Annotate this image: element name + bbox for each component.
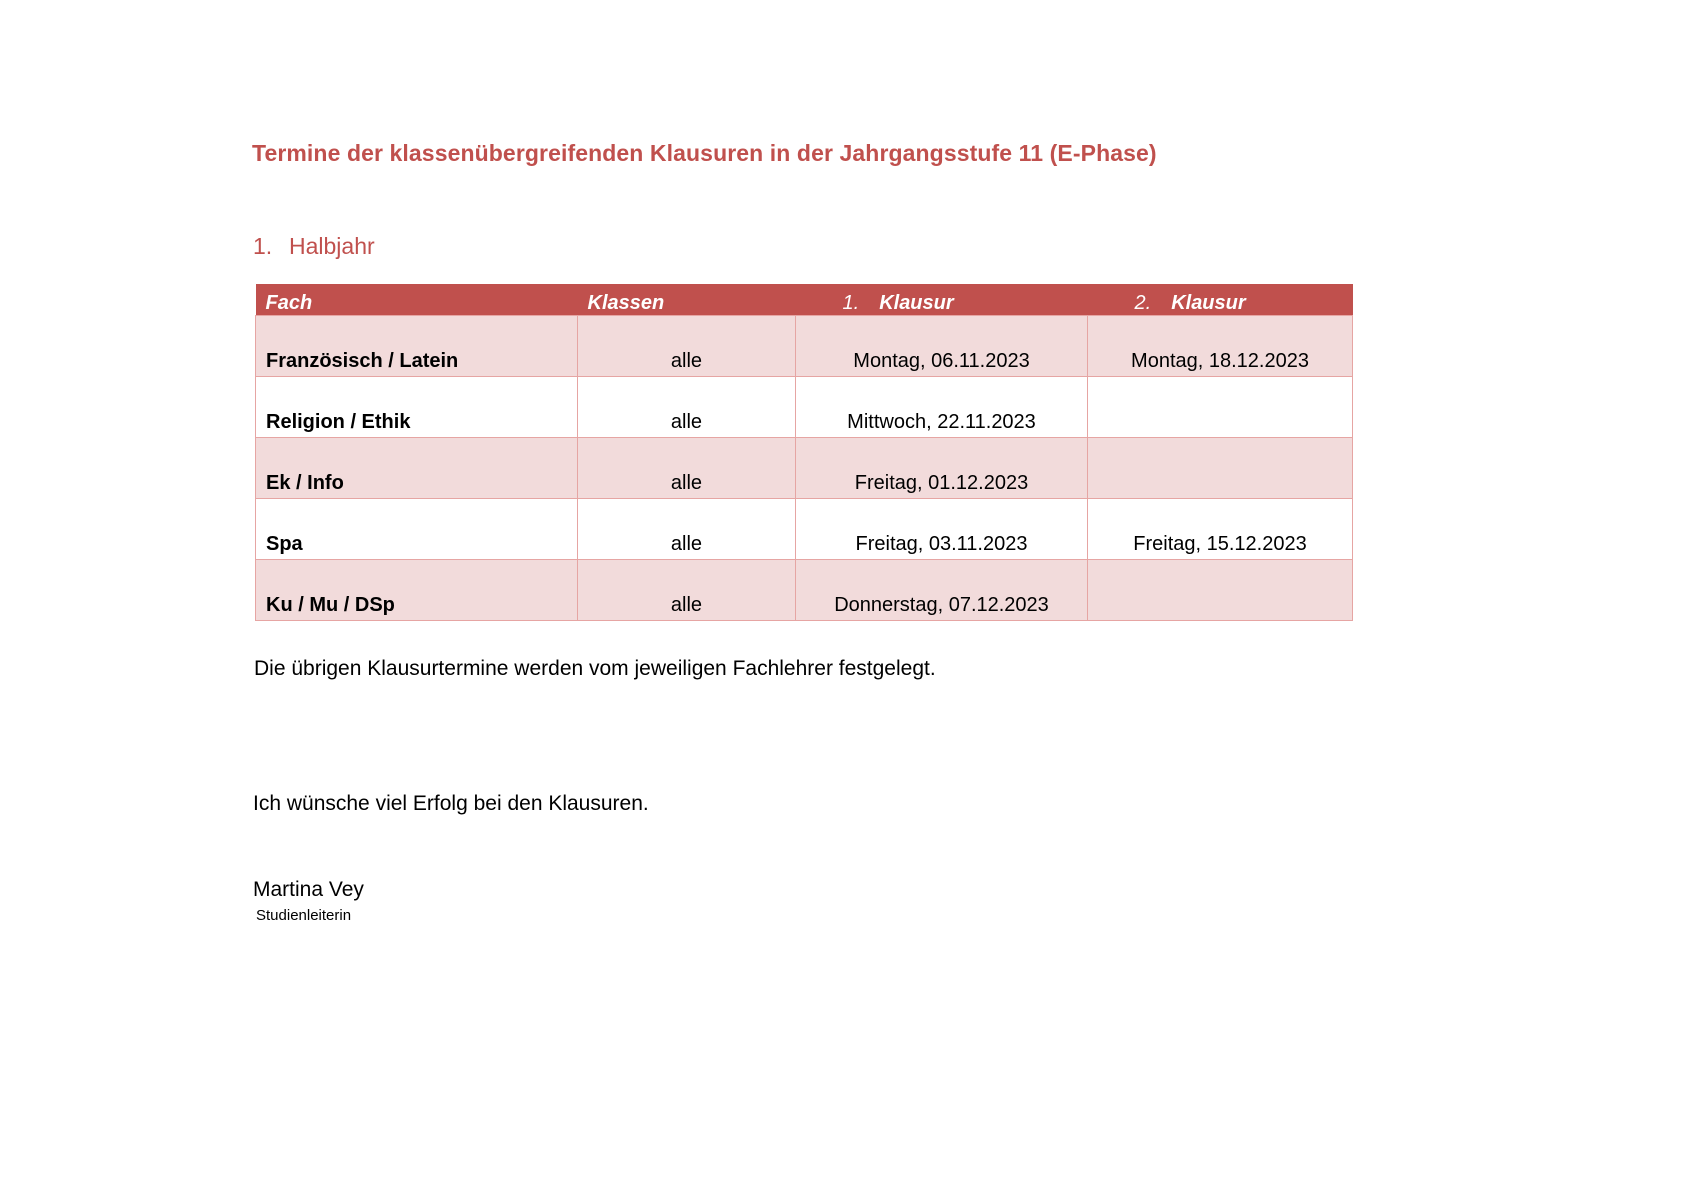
header-klausur-1-number: 1.: [842, 292, 860, 314]
cell-fach: Religion / Ethik: [256, 377, 578, 438]
cell-klassen: alle: [578, 438, 796, 499]
header-klausur-2-number: 2.: [1134, 292, 1152, 314]
cell-fach: Spa: [256, 499, 578, 560]
header-klausur-1: [796, 284, 1088, 316]
cell-fach: Ku / Mu / DSp: [256, 560, 578, 621]
cell-klausur-1: Freitag, 03.11.2023: [796, 499, 1088, 560]
table-row: [256, 316, 1353, 377]
note-text: Die übrigen Klausurtermine werden vom jeweiligen Fachlehrer festgelegt.: [254, 657, 936, 680]
header-klassen: Klassen: [578, 284, 796, 316]
page-title: Termine der klassenübergreifenden Klausuren in der Jahrgangsstufe 11 (E-Phase): [252, 140, 1157, 166]
cell-klausur-2: Montag, 18.12.2023: [1088, 316, 1353, 377]
cell-klausur-1: Montag, 06.11.2023: [796, 316, 1088, 377]
header-klausur-2-label: Klausur: [1171, 292, 1246, 314]
exam-schedule-table: [255, 284, 1353, 621]
cell-fach: Ek / Info: [256, 438, 578, 499]
cell-klassen: alle: [578, 499, 796, 560]
signer-role: Studienleiterin: [256, 907, 352, 924]
cell-klausur-2: [1088, 377, 1353, 438]
table-row: [256, 377, 1353, 438]
cell-klausur-1: Mittwoch, 22.11.2023: [796, 377, 1088, 438]
table-row: [256, 438, 1353, 499]
cell-klausur-2: Freitag, 15.12.2023: [1088, 499, 1353, 560]
closing-text: Ich wünsche viel Erfolg bei den Klausuren.: [253, 792, 649, 815]
signer-name: Martina Vey: [253, 878, 364, 901]
cell-klausur-2: [1088, 560, 1353, 621]
table-header-row: [256, 284, 1353, 316]
section-heading: [253, 233, 375, 260]
cell-klassen: alle: [578, 377, 796, 438]
cell-fach: Französisch / Latein: [256, 316, 578, 377]
table-row: [256, 499, 1353, 560]
section-number: 1.: [253, 233, 273, 259]
section-label: Halbjahr: [289, 233, 375, 259]
cell-klausur-1: Donnerstag, 07.12.2023: [796, 560, 1088, 621]
header-fach: Fach: [256, 284, 578, 316]
cell-klassen: alle: [578, 316, 796, 377]
table-row: [256, 560, 1353, 621]
cell-klausur-2: [1088, 438, 1353, 499]
header-klausur-1-label: Klausur: [879, 292, 954, 314]
header-klausur-2: [1088, 284, 1353, 316]
cell-klausur-1: Freitag, 01.12.2023: [796, 438, 1088, 499]
cell-klassen: alle: [578, 560, 796, 621]
